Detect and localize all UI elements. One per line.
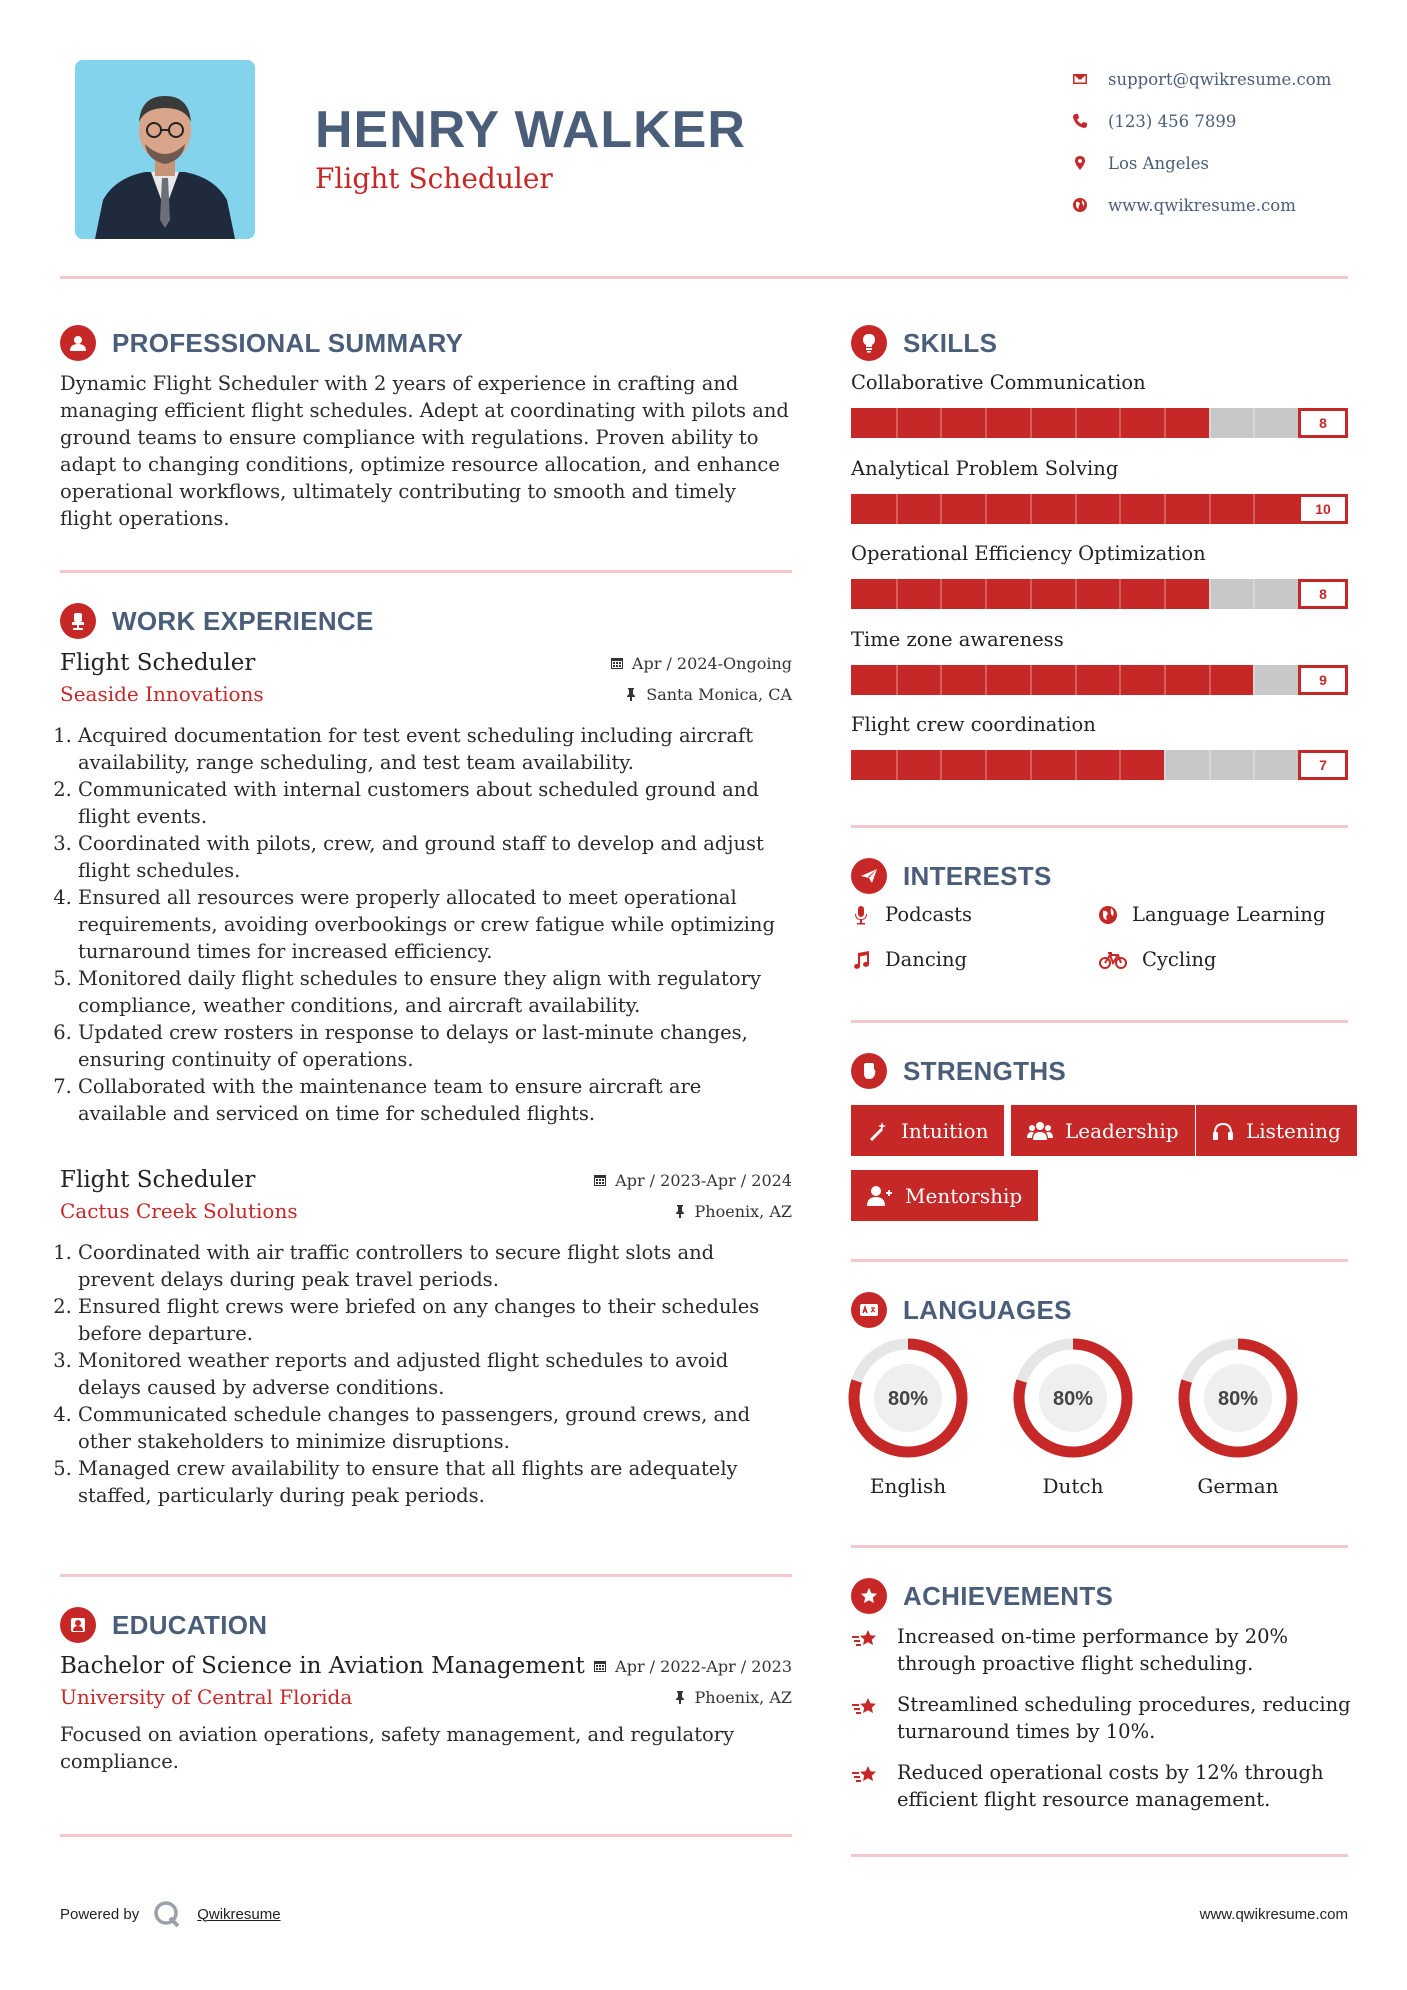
- footer-powered-by: Powered by Qwikresume: [60, 1900, 281, 1928]
- strength-chip: Mentorship: [851, 1170, 1038, 1221]
- work-divider: [60, 1574, 792, 1577]
- pushpin-icon: [624, 687, 638, 701]
- skill-segment-divider: [1119, 750, 1121, 780]
- calendar-icon: [593, 1173, 607, 1187]
- calendar-icon: [610, 656, 624, 670]
- skill-label: Analytical Problem Solving: [851, 456, 1119, 480]
- candidate-title: Flight Scheduler: [315, 162, 553, 195]
- list-item: 4. Communicated schedule changes to passengers, ground crews, and other stakeholders to minimize disruptions.: [78, 1401, 792, 1455]
- skill-segment-divider: [1209, 750, 1211, 780]
- skill-segment-divider: [1164, 665, 1166, 695]
- education-entry: [60, 1653, 792, 1775]
- music-note-icon: [851, 950, 871, 970]
- list-item: 3. Monitored weather reports and adjusted flight schedules to avoid delays caused by adverse conditions.: [78, 1347, 792, 1401]
- education-date: Apr / 2022-Apr / 2023: [593, 1657, 792, 1676]
- interests-heading: INTERESTS: [851, 858, 1052, 894]
- contact-website-text: www.qwikresume.com: [1108, 195, 1296, 215]
- skill-item: [851, 628, 1348, 695]
- language-percent: 80%: [1052, 1388, 1094, 1410]
- skills-divider: [851, 825, 1348, 828]
- skill-segment-divider: [1030, 665, 1032, 695]
- envelope-icon: [1072, 71, 1108, 87]
- skill-segment-divider: [1119, 408, 1121, 438]
- skill-segment-divider: [1119, 494, 1121, 524]
- language-percent: 80%: [887, 1388, 929, 1410]
- footer-website[interactable]: www.qwikresume.com: [1199, 1906, 1348, 1923]
- skill-segment-divider: [1253, 579, 1255, 609]
- skill-label: Time zone awareness: [851, 627, 1064, 651]
- list-item: 3. Coordinated with pilots, crew, and ground staff to develop and adjust flight schedules.: [78, 830, 792, 884]
- skill-segment-divider: [896, 408, 898, 438]
- skill-level-bar: [851, 579, 1348, 609]
- job-location: Santa Monica, CA: [624, 685, 792, 704]
- medal-icon: [851, 1578, 887, 1614]
- skill-level-bar: [851, 750, 1348, 780]
- calendar-icon: [593, 1659, 607, 1673]
- degree-title: Bachelor of Science in Aviation Management: [60, 1653, 585, 1679]
- skill-segment-divider: [1253, 750, 1255, 780]
- language-name: German: [1197, 1474, 1279, 1498]
- skill-segment-divider: [1253, 408, 1255, 438]
- skill-segment-divider: [1075, 408, 1077, 438]
- language-name: Dutch: [1042, 1474, 1104, 1498]
- job-company: Seaside Innovations: [60, 682, 264, 706]
- skill-segment-divider: [1030, 408, 1032, 438]
- list-item: 5. Managed crew availability to ensure that all flights are adequately staffed, particularly during peak periods.: [78, 1455, 792, 1509]
- skill-segment-divider: [896, 665, 898, 695]
- qwikresume-link[interactable]: Qwikresume: [197, 1905, 281, 1923]
- skill-segment-divider: [1253, 494, 1255, 524]
- skill-level-fill: [851, 665, 1253, 695]
- education-location: Phoenix, AZ: [673, 1688, 792, 1707]
- language-gauge: [1176, 1336, 1300, 1460]
- skill-segment-divider: [1119, 579, 1121, 609]
- skill-label: Flight crew coordination: [851, 713, 1096, 736]
- list-item: 2. Communicated with internal customers about scheduled ground and flight events.: [78, 776, 792, 830]
- list-item: 4. Ensured all resources were properly allocated to meet operational requirements, avoiding overbookings or crew fatigue while optimizing turnaround times for increased efficiency.: [78, 884, 792, 965]
- job-location: Phoenix, AZ: [673, 1202, 792, 1221]
- skill-segment-divider: [1030, 579, 1032, 609]
- skill-segment-divider: [896, 494, 898, 524]
- skill-score: 10: [1298, 494, 1348, 524]
- paper-plane-icon: [851, 858, 887, 894]
- skill-segment-divider: [940, 408, 942, 438]
- map-marker-icon: [1072, 155, 1108, 171]
- job-company: Cactus Creek Solutions: [60, 1199, 298, 1223]
- work-heading: WORK EXPERIENCE: [60, 603, 374, 639]
- achievements-heading: ACHIEVEMENTS: [851, 1578, 1113, 1614]
- job-entry: [60, 1167, 792, 1509]
- graduation-icon: [60, 1607, 96, 1643]
- users-icon: [1027, 1120, 1053, 1142]
- skill-label: Operational Efficiency Optimization: [851, 542, 1206, 565]
- skills-heading: SKILLS: [851, 325, 997, 361]
- skill-segment-divider: [940, 494, 942, 524]
- skill-segment-divider: [1164, 750, 1166, 780]
- job-entry: [60, 650, 792, 1127]
- skill-segment-divider: [985, 750, 987, 780]
- skill-level-bar: [851, 665, 1348, 695]
- skill-segment-divider: [1209, 494, 1211, 524]
- skill-segment-divider: [896, 750, 898, 780]
- skill-item: [851, 542, 1348, 609]
- list-item: 1. Coordinated with air traffic controllers to secure flight slots and prevent delays during peak travel periods.: [78, 1239, 792, 1293]
- skill-segment-divider: [1030, 750, 1032, 780]
- user-plus-icon: [867, 1185, 893, 1207]
- globe-icon: [1072, 197, 1108, 213]
- language-gauge: [846, 1336, 970, 1460]
- strength-chip: Leadership: [1011, 1105, 1195, 1156]
- job-bullets: [60, 1239, 792, 1509]
- skill-segment-divider: [985, 579, 987, 609]
- list-item: 5. Monitored daily flight schedules to ensure they align with regulatory compliance, weather conditions, and aircraft availability.: [78, 965, 792, 1019]
- trophy-star-icon: [851, 1763, 881, 1789]
- language-item: [1011, 1336, 1135, 1498]
- skill-segment-divider: [940, 665, 942, 695]
- list-item: 6. Updated crew rosters in response to delays or last-minute changes, ensuring continuity of operations.: [78, 1019, 792, 1073]
- achievement-item: Streamlined scheduling procedures, reducing turnaround times by 10%.: [851, 1691, 1351, 1745]
- strength-chip: Intuition: [851, 1105, 1004, 1156]
- magic-wand-icon: [867, 1120, 889, 1142]
- skill-segment-divider: [985, 494, 987, 524]
- interests-divider: [851, 1020, 1348, 1023]
- skill-segment-divider: [1164, 494, 1166, 524]
- school-name: University of Central Florida: [60, 1685, 353, 1709]
- skill-segment-divider: [1075, 750, 1077, 780]
- interest-item: Language Learning: [1098, 903, 1325, 926]
- summary-heading: PROFESSIONAL SUMMARY: [60, 325, 463, 361]
- skill-score: 9: [1298, 665, 1348, 695]
- header-divider: [60, 276, 1348, 279]
- candidate-name: HENRY WALKER: [315, 101, 746, 159]
- fist-icon: [851, 1053, 887, 1089]
- skill-score: 8: [1298, 408, 1348, 438]
- languages-divider: [851, 1545, 1348, 1548]
- profile-photo: [75, 60, 255, 239]
- headphones-icon: [1212, 1120, 1234, 1142]
- contact-phone[interactable]: [1072, 100, 1331, 142]
- skill-segment-divider: [1209, 579, 1211, 609]
- job-bullets: [60, 722, 792, 1127]
- skill-segment-divider: [1030, 494, 1032, 524]
- skill-segment-divider: [985, 408, 987, 438]
- contact-location-text: Los Angeles: [1108, 153, 1209, 173]
- bicycle-icon: [1098, 950, 1128, 970]
- skill-item: [851, 713, 1348, 780]
- job-title: Flight Scheduler: [60, 650, 256, 676]
- trophy-star-icon: [851, 1627, 881, 1653]
- skill-segment-divider: [940, 579, 942, 609]
- strengths-heading: STRENGTHS: [851, 1053, 1066, 1089]
- skill-label: Collaborative Communication: [851, 371, 1146, 394]
- education-description: Focused on aviation operations, safety management, and regulatory compliance.: [60, 1723, 735, 1773]
- skill-segment-divider: [1075, 494, 1077, 524]
- language-icon: [851, 1292, 887, 1328]
- skill-segment-divider: [1209, 408, 1211, 438]
- skill-score: 8: [1298, 579, 1348, 609]
- contact-email-text: support@qwikresume.com: [1108, 69, 1332, 89]
- language-item: [846, 1336, 970, 1498]
- language-percent: 80%: [1217, 1388, 1259, 1410]
- lightbulb-icon: [851, 325, 887, 361]
- contact-email[interactable]: [1072, 58, 1331, 100]
- skill-segment-divider: [1164, 408, 1166, 438]
- interest-item: Dancing: [851, 948, 967, 971]
- summary-text: Dynamic Flight Scheduler with 2 years of experience in crafting and managing efficient flight schedules. Adept at coordinating with pilots and ground teams to ensure compliance with regulations. Proven ability to adapt to changing conditions, optimize resource allocation, and enhance operational workflows, ultimately contributing to smooth and timely flight operations.: [60, 372, 789, 530]
- job-date: Apr / 2023-Apr / 2024: [593, 1171, 792, 1190]
- interest-item: Podcasts: [851, 903, 972, 926]
- interest-item: Cycling: [1098, 948, 1216, 971]
- contact-list: [1072, 58, 1331, 226]
- languages-heading: LANGUAGES: [851, 1292, 1072, 1328]
- chair-icon: [60, 603, 96, 639]
- strengths-divider: [851, 1259, 1348, 1262]
- achievement-item: Increased on-time performance by 20% through proactive flight scheduling.: [851, 1623, 1351, 1677]
- skill-segment-divider: [1075, 665, 1077, 695]
- user-icon: [60, 325, 96, 361]
- skill-segment-divider: [1253, 665, 1255, 695]
- education-divider: [60, 1834, 792, 1837]
- language-gauge: [1011, 1336, 1135, 1460]
- achievement-item: Reduced operational costs by 12% through efficient flight resource management.: [851, 1759, 1351, 1813]
- contact-location: [1072, 142, 1331, 184]
- strength-chip: Listening: [1196, 1105, 1357, 1156]
- skill-level-fill: [851, 750, 1164, 780]
- list-item: 7. Collaborated with the maintenance team to ensure aircraft are available and serviced on time for scheduled flights.: [78, 1073, 792, 1127]
- skill-level-bar: [851, 408, 1348, 438]
- education-heading: EDUCATION: [60, 1607, 267, 1643]
- skill-segment-divider: [1119, 665, 1121, 695]
- qwikresume-logo-icon: [153, 1900, 181, 1928]
- contact-website[interactable]: [1072, 184, 1331, 226]
- person-portrait: [75, 60, 255, 239]
- pushpin-icon: [673, 1204, 687, 1218]
- skill-segment-divider: [1075, 579, 1077, 609]
- skill-segment-divider: [940, 750, 942, 780]
- microphone-icon: [851, 905, 871, 925]
- skill-item: [851, 457, 1348, 524]
- summary-divider: [60, 570, 792, 573]
- list-item: 2. Ensured flight crews were briefed on any changes to their schedules before departure.: [78, 1293, 792, 1347]
- skill-level-bar: [851, 494, 1348, 524]
- skill-item: [851, 371, 1348, 438]
- pushpin-icon: [673, 1690, 687, 1704]
- job-date: Apr / 2024-Ongoing: [610, 654, 792, 673]
- job-title: Flight Scheduler: [60, 1167, 256, 1193]
- skill-score: 7: [1298, 750, 1348, 780]
- list-item: 1. Acquired documentation for test event scheduling including aircraft availability, range scheduling, and test team availability.: [78, 722, 792, 776]
- contact-phone-text: (123) 456 7899: [1108, 111, 1237, 131]
- globe-icon: [1098, 905, 1118, 925]
- language-name: English: [869, 1474, 947, 1498]
- skill-segment-divider: [1164, 579, 1166, 609]
- phone-icon: [1072, 113, 1108, 129]
- trophy-star-icon: [851, 1695, 881, 1721]
- language-item: [1176, 1336, 1300, 1498]
- skill-segment-divider: [985, 665, 987, 695]
- skill-segment-divider: [1209, 665, 1211, 695]
- skill-segment-divider: [896, 579, 898, 609]
- achievements-divider: [851, 1854, 1348, 1857]
